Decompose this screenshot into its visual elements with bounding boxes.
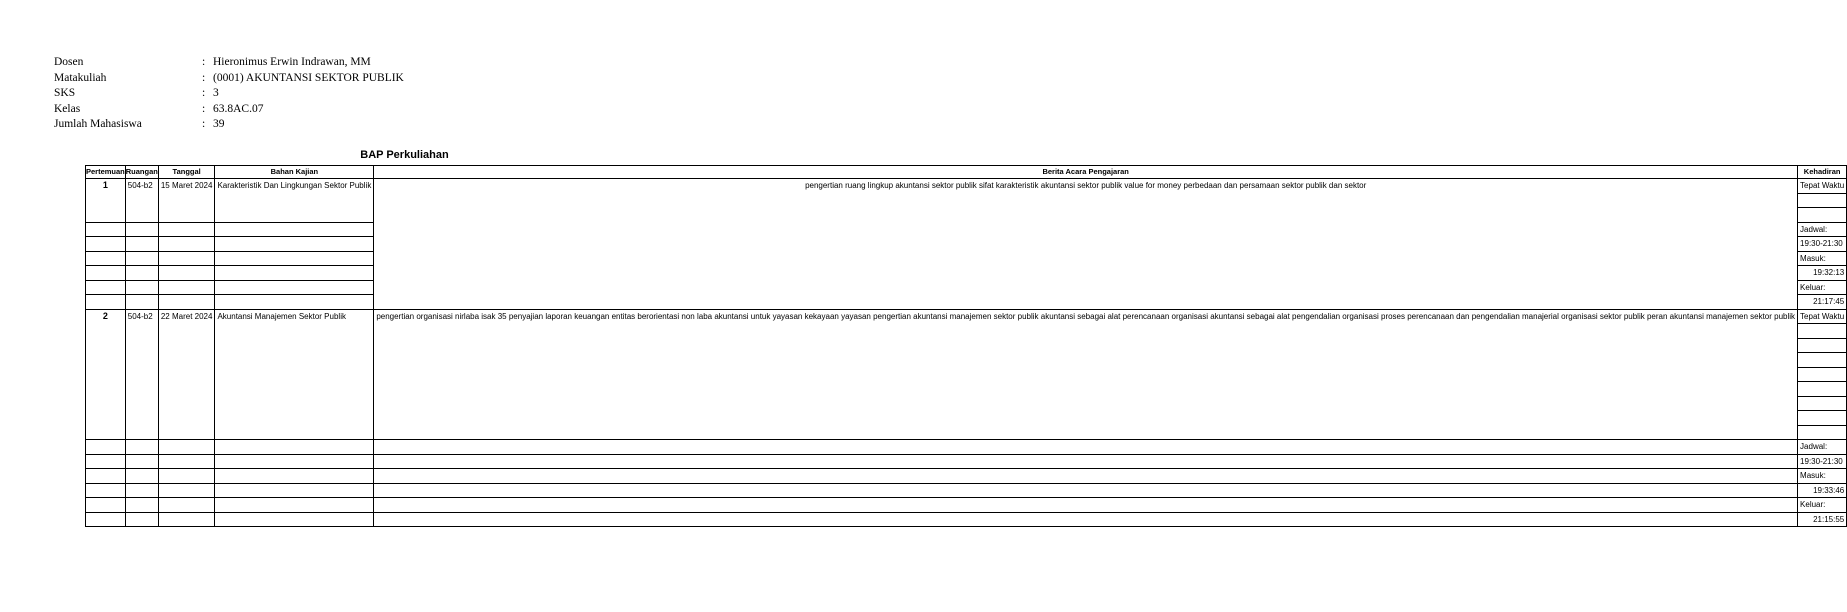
column-header-tanggal: Tanggal <box>158 166 215 179</box>
jadwal-label: Jadwal: <box>1798 440 1847 455</box>
header-row-jumlah-mahasiswa <box>54 117 404 133</box>
keluar-value: 21:17:45 <box>1798 295 1847 310</box>
masuk-value: 19:33:46 <box>1798 483 1847 498</box>
jadwal-label: Jadwal: <box>1798 222 1847 237</box>
kehadiran-empty <box>1798 353 1847 368</box>
document-header <box>54 55 404 133</box>
kehadiran-empty <box>1798 411 1847 426</box>
kehadiran-empty <box>1798 338 1847 353</box>
table-row <box>86 454 1847 469</box>
header-row-matakuliah <box>54 71 404 87</box>
ruangan-cell: 504-b2 <box>125 309 158 440</box>
kelas-value: 63.8AC.07 <box>213 102 264 115</box>
jadwal-value: 19:30-21:30 <box>1798 454 1847 469</box>
masuk-value: 19:32:13 <box>1798 266 1847 281</box>
kehadiran-cell: Tepat Waktu <box>1798 309 1847 324</box>
kehadiran-empty <box>1798 324 1847 339</box>
kehadiran-empty <box>1798 425 1847 440</box>
keluar-label: Keluar: <box>1798 498 1847 513</box>
table-header-row <box>86 166 1847 179</box>
berita-acara-cell: pengertian ruang lingkup akuntansi sektor publik sifat karakteristik akuntansi sektor publik value for money perbedaan dan persamaan sektor publik dan sektor <box>374 179 1798 310</box>
table-row <box>86 512 1847 527</box>
header-row-sks <box>54 86 404 102</box>
keluar-value: 21:15:55 <box>1798 512 1847 527</box>
pertemuan-number: 2 <box>86 309 126 440</box>
table-row <box>86 440 1847 455</box>
table-row <box>86 469 1847 484</box>
sks-label: SKS <box>54 87 76 99</box>
dosen-label: Dosen <box>54 56 84 68</box>
kehadiran-empty <box>1798 367 1847 382</box>
kehadiran-empty <box>1798 208 1847 223</box>
column-header-pertemuan: Pertemuan <box>86 166 126 179</box>
table-row <box>86 498 1847 513</box>
bap-table <box>85 165 1847 527</box>
header-row-kelas <box>54 102 404 118</box>
bahan-kajian-cell: Karakteristik Dan Lingkungan Sektor Publik <box>215 179 374 223</box>
masuk-label: Masuk: <box>1798 251 1847 266</box>
colon: : <box>202 71 206 84</box>
colon: : <box>202 56 206 68</box>
berita-acara-cell: pengertian organisasi nirlaba isak 35 penyajian laporan keuangan entitas berorientasi non laba akuntansi untuk yayasan kekayaan yayasan pengertian akuntansi manajemen sektor publik akuntansi sebagai alat perencanaan organisasi akuntansi sebagai alat pengendalian organisasi proses perencanaan dan pengendalian manajerial organisasi sektor publik peran akuntansi manajemen sektor publik <box>374 309 1798 440</box>
table-row <box>86 483 1847 498</box>
tanggal-cell: 15 Maret 2024 <box>158 179 215 223</box>
tanggal-cell: 22 Maret 2024 <box>158 309 215 440</box>
page-title: BAP Perkuliahan <box>360 149 449 161</box>
column-header-kehadiran: Kehadiran <box>1798 166 1847 179</box>
masuk-label: Masuk: <box>1798 469 1847 484</box>
bahan-kajian-cell: Akuntansi Manajemen Sektor Publik <box>215 309 374 440</box>
column-header-bahan-kajian: Bahan Kajian <box>215 166 374 179</box>
matakuliah-label: Matakuliah <box>54 71 107 84</box>
ruangan-cell: 504-b2 <box>125 179 158 223</box>
column-header-ruangan: Ruangan <box>125 166 158 179</box>
matakuliah-value: (0001) AKUNTANSI SEKTOR PUBLIK <box>213 71 404 84</box>
kehadiran-empty <box>1798 193 1847 208</box>
kelas-label: Kelas <box>54 102 81 115</box>
jadwal-value: 19:30-21:30 <box>1798 237 1847 252</box>
table-row <box>86 179 1847 194</box>
colon: : <box>202 102 206 115</box>
jumlah-mahasiswa-label: Jumlah Mahasiswa <box>54 118 142 130</box>
kehadiran-empty <box>1798 396 1847 411</box>
sks-value: 3 <box>213 87 219 99</box>
keluar-label: Keluar: <box>1798 280 1847 295</box>
kehadiran-cell: Tepat Waktu <box>1798 179 1847 194</box>
table-row <box>86 309 1847 324</box>
column-header-berita-acara: Berita Acara Pengajaran <box>374 166 1798 179</box>
kehadiran-empty <box>1798 382 1847 397</box>
colon: : <box>202 118 206 130</box>
colon: : <box>202 87 206 99</box>
header-row-dosen <box>54 55 404 71</box>
dosen-value: Hieronimus Erwin Indrawan, MM <box>213 56 371 68</box>
pertemuan-number: 1 <box>86 179 126 223</box>
jumlah-mahasiswa-value: 39 <box>213 118 225 130</box>
